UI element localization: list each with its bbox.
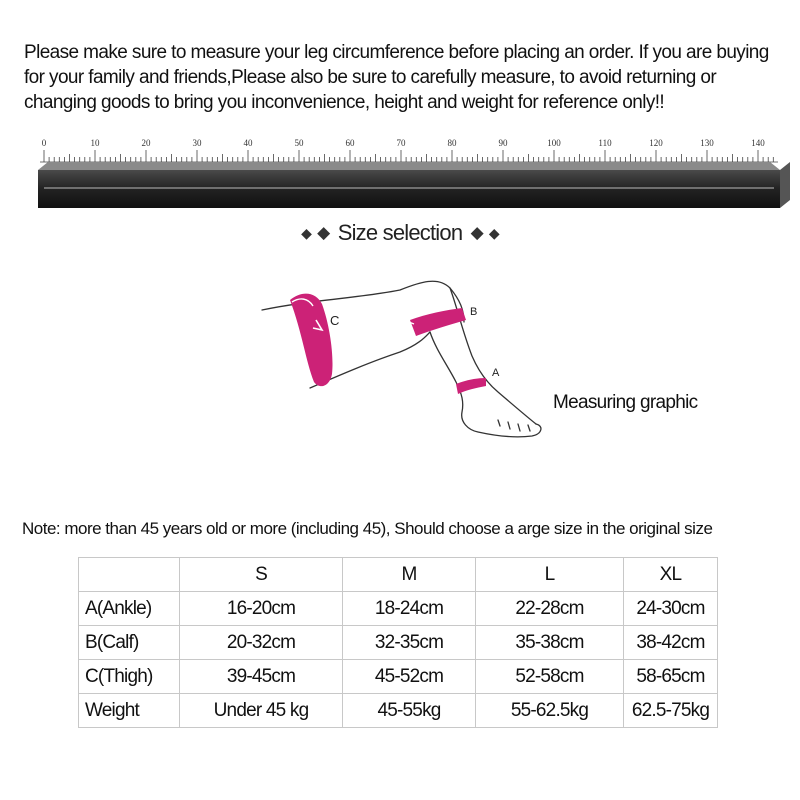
table-cell: 24-30cm: [624, 592, 718, 626]
ruler-label: 50: [294, 138, 304, 148]
row-label: Weight: [79, 694, 180, 728]
row-label: A(Ankle): [79, 592, 180, 626]
ruler-label: 140: [751, 138, 765, 148]
size-selection-title: Size selection: [337, 220, 463, 245]
table-cell: 35-38cm: [476, 626, 624, 660]
intro-text: Please make sure to measure your leg circumference before placing an order. If you are buying for your family and friends,Please also be sure to carefully measure, to avoid returning or changing goods to bring you inconvenience, height and weight for reference only!!: [24, 42, 769, 113]
table-cell: 52-58cm: [476, 660, 624, 694]
table-header-row: [79, 558, 718, 592]
table-header-cell: [79, 558, 180, 592]
ruler-label: 20: [141, 138, 151, 148]
table-header-cell: S: [180, 558, 343, 592]
table-cell: 55-62.5kg: [476, 694, 624, 728]
table-header-cell: L: [476, 558, 624, 592]
ankle-band-a: [456, 378, 486, 394]
table-cell: 58-65cm: [624, 660, 718, 694]
ruler-label: 0: [41, 138, 47, 148]
ruler-labels: [42, 138, 766, 148]
table-row: [79, 592, 718, 626]
row-label: B(Calf): [79, 626, 180, 660]
table-cell: 20-32cm: [180, 626, 343, 660]
diamond-icon: ◆: [470, 223, 483, 242]
label-b: B: [470, 306, 478, 318]
leg-measuring-graphic: [250, 270, 560, 460]
table-cell: 18-24cm: [343, 592, 476, 626]
ruler-label: 70: [396, 138, 406, 148]
table-cell: 45-52cm: [343, 660, 476, 694]
table-header-cell: M: [343, 558, 476, 592]
table-row: [79, 694, 718, 728]
ruler-label: 120: [649, 138, 663, 148]
ruler-bar-side: [780, 162, 790, 208]
table-header-cell: XL: [624, 558, 718, 592]
thigh-band-c: [290, 294, 333, 387]
ruler-label: 60: [345, 138, 355, 148]
measuring-ruler: [0, 130, 800, 220]
ruler-label: 30: [192, 138, 202, 148]
table-row: [79, 660, 718, 694]
ruler-label: 100: [547, 138, 561, 148]
label-a: A: [492, 367, 500, 379]
calf-band-b: [409, 308, 466, 336]
diamond-icon: ◆: [301, 225, 312, 241]
age-note: Note: more than 45 years old or more (including 45), Should choose a arge size in the original size: [22, 519, 713, 538]
table-cell: 39-45cm: [180, 660, 343, 694]
ruler-label: 130: [700, 138, 714, 148]
ruler-label: 40: [243, 138, 253, 148]
ruler-bar: [38, 170, 780, 208]
table-cell: 38-42cm: [624, 626, 718, 660]
table-cell: Under 45 kg: [180, 694, 343, 728]
ruler-bar-top: [38, 162, 780, 170]
label-c: C: [330, 313, 340, 328]
ruler-label: 80: [447, 138, 457, 148]
size-selection-heading: [0, 220, 800, 246]
table-cell: 32-35cm: [343, 626, 476, 660]
diamond-icon: ◆: [488, 225, 499, 241]
row-label: C(Thigh): [79, 660, 180, 694]
size-chart-table: [78, 557, 718, 728]
ruler-label: 110: [598, 138, 612, 148]
table-cell: 22-28cm: [476, 592, 624, 626]
table-cell: 45-55kg: [343, 694, 476, 728]
table-cell: 62.5-75kg: [624, 694, 718, 728]
ruler-label: 10: [90, 138, 100, 148]
ruler-ticks: [40, 150, 778, 162]
measuring-graphic-caption: Measuring graphic: [553, 392, 698, 413]
table-cell: 16-20cm: [180, 592, 343, 626]
table-row: [79, 626, 718, 660]
ruler-label: 90: [498, 138, 508, 148]
diamond-icon: ◆: [317, 223, 330, 242]
